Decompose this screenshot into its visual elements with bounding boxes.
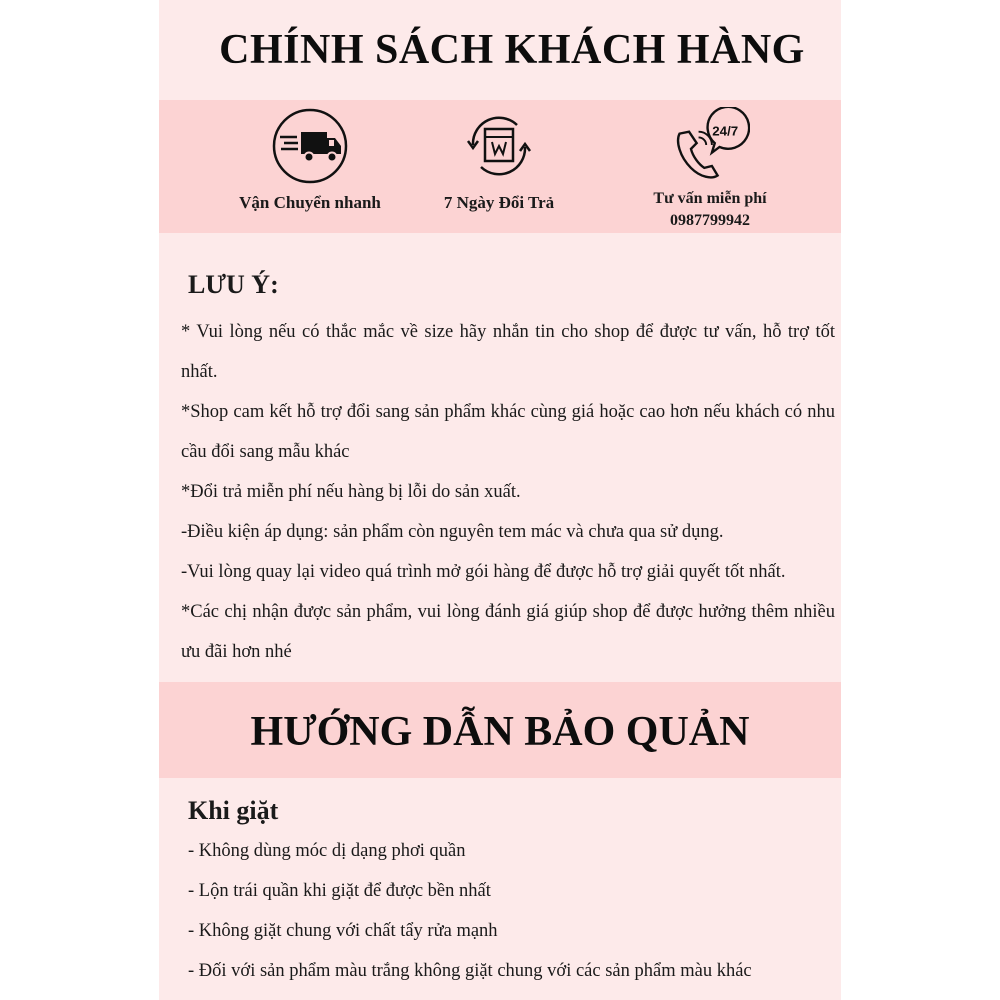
- note-item: -Vui lòng quay lại video quá trình mở gói hàng để được hỗ trợ giải quyết tốt nhất.: [181, 562, 786, 582]
- feature-free-consult: [600, 108, 820, 232]
- notes-title: LƯU Ý:: [188, 270, 279, 299]
- phone-number: 0987799942: [670, 212, 750, 229]
- feature-7-day-return: [389, 108, 609, 214]
- care-title: HƯỚNG DẪN BẢO QUẢN: [250, 709, 750, 755]
- features-band: [159, 100, 841, 233]
- return-box-icon: [459, 108, 539, 184]
- feature-fast-shipping: [200, 108, 420, 214]
- truck-icon: [270, 108, 350, 184]
- feature-label: 7 Ngày Đổi Trả: [443, 193, 555, 212]
- wash-item: - Lộn trái quần khi giặt để được bền nhất: [188, 881, 491, 901]
- wash-item: - Đối với sản phẩm màu trắng không giặt chung với các sản phẩm màu khác: [188, 961, 752, 981]
- wash-title: Khi giặt: [188, 796, 279, 825]
- policy-page: [159, 0, 841, 1000]
- feature-label: Vận Chuyển nhanh: [239, 193, 381, 212]
- phone-24-7-icon: [670, 108, 750, 184]
- notes-list: [181, 312, 835, 672]
- badge-24-7: 24/7: [712, 123, 739, 139]
- care-band: [159, 682, 841, 778]
- note-item: -Điều kiện áp dụng: sản phẩm còn nguyên tem mác và chưa qua sử dụng.: [181, 522, 724, 542]
- wash-item: - Không dùng móc dị dạng phơi quần: [188, 841, 466, 861]
- page-title: CHÍNH SÁCH KHÁCH HÀNG: [219, 27, 805, 73]
- note-item: *Shop cam kết hỗ trợ đổi sang sản phẩm khác cùng giá hoặc cao hơn nếu khách có nhu cầu đổi sang mẫu khác: [181, 402, 835, 462]
- note-item: *Các chị nhận được sản phẩm, vui lòng đánh giá giúp shop để được hưởng thêm nhiều ưu đãi hơn nhé: [181, 602, 835, 662]
- note-item: * Vui lòng nếu có thắc mắc về size hãy nhắn tin cho shop để được tư vấn, hỗ trợ tốt nhất.: [181, 322, 835, 382]
- note-item: *Đổi trả miễn phí nếu hàng bị lỗi do sản xuất.: [181, 482, 521, 502]
- consult-label: Tư vấn miễn phí: [653, 190, 767, 207]
- feature-label: [600, 188, 820, 232]
- wash-item: - Không giặt chung với chất tẩy rửa mạnh: [188, 921, 498, 941]
- wash-list: [188, 831, 828, 991]
